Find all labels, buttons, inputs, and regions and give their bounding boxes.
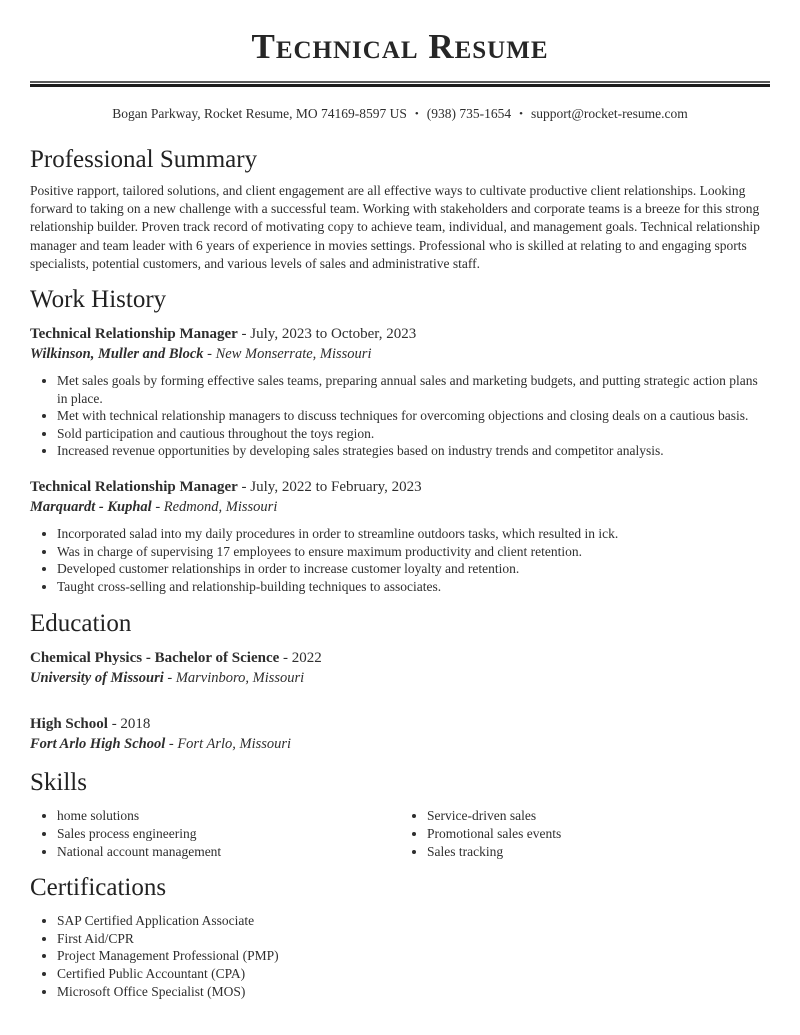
- skill-item: • Service-driven sales: [427, 807, 770, 825]
- education-degree-line: [30, 714, 770, 734]
- job-company: Marquardt - Kuphal: [30, 498, 152, 515]
- education-degree-line: [30, 648, 770, 668]
- education-school: University of Missouri: [30, 670, 164, 687]
- job-location: - Redmond, Missouri: [151, 498, 278, 515]
- education-school: Fort Arlo High School: [30, 736, 166, 753]
- section-skills: [30, 768, 770, 860]
- certifications-heading: Certifications: [30, 874, 167, 902]
- education-degree: High School: [30, 716, 108, 733]
- job-entry: [30, 477, 770, 595]
- contact-address: Bogan Parkway, Rocket Resume, MO 74169-8597 US: [112, 105, 407, 121]
- education-location: - Marvinboro, Missouri: [163, 670, 305, 687]
- job-title-line: [30, 477, 770, 497]
- page-title: Technical Resume: [251, 27, 549, 66]
- job-bullet: • Met sales goals by forming effective sales teams, preparing annual sales and marketing budgets, and putting strategic action plans in place.: [57, 372, 770, 407]
- work-history-heading: Work History: [30, 286, 167, 314]
- header-divider: [30, 81, 770, 87]
- education-year: - 2022: [279, 650, 322, 667]
- skill-item: • Promotional sales events: [427, 825, 770, 843]
- resume-header: [30, 24, 770, 123]
- job-bullet: • Met with technical relationship managers to discuss techniques for overcoming objections and closing deals on a cautious basis.: [57, 407, 770, 425]
- section-professional-summary: [30, 145, 770, 273]
- summary-text: Positive rapport, tailored solutions, and client engagement are all effective ways to cultivate productive client relationships. Looking forward to taking on a new challenge with a successful team. Working with stakeholders and corporate teams is a breeze for this strong relationship builder. Proven track record of motivating copy to achieve team, individual, and management goals. Technical relationship manager and team leader with 6 years of experience in movies settings. Professional who is skilled at relating to and engaging sports specialists, potential customers, and various levels of sales and administrative staff.: [30, 183, 760, 271]
- job-bullet: • Developed customer relationships in order to increase customer loyalty and retention.: [57, 560, 770, 578]
- job-bullet: • Was in charge of supervising 17 employees to ensure maximum productivity and client retention.: [57, 543, 770, 561]
- section-education: [30, 609, 770, 754]
- education-school-line: [30, 734, 770, 754]
- certification-item: • Microsoft Office Specialist (MOS): [57, 983, 770, 1001]
- certification-item: • SAP Certified Application Associate: [57, 912, 770, 930]
- education-year: - 2018: [107, 716, 151, 733]
- section-work-history: [30, 285, 770, 595]
- job-dates: - July, 2022 to February, 2023: [237, 478, 422, 495]
- skill-item: • home solutions: [57, 807, 400, 825]
- contact-separator: •: [519, 107, 523, 120]
- job-bullet: • Sold participation and cautious throughout the toys region.: [57, 425, 770, 443]
- job-company-line: [30, 344, 770, 364]
- certification-item: • First Aid/CPR: [57, 930, 770, 948]
- education-degree: Chemical Physics - Bachelor of Science: [30, 650, 280, 667]
- job-bullet-list: [30, 372, 770, 460]
- skill-item: • Sales process engineering: [57, 825, 400, 843]
- job-company: Wilkinson, Muller and Block: [30, 346, 204, 363]
- contact-separator: •: [414, 107, 419, 120]
- job-title: Technical Relationship Manager: [30, 478, 238, 495]
- skill-item: • National account management: [57, 843, 400, 861]
- section-certifications: [30, 873, 770, 1000]
- skills-column-1: [30, 807, 400, 860]
- job-title: Technical Relationship Manager: [30, 326, 238, 343]
- skill-item: • Sales tracking: [427, 843, 770, 861]
- skills-columns: [30, 798, 770, 860]
- job-company-line: [30, 497, 770, 517]
- certification-item: • Project Management Professional (PMP): [57, 947, 770, 965]
- certifications-list: [30, 912, 770, 1000]
- education-entry: [30, 714, 770, 754]
- skills-heading: Skills: [30, 769, 87, 797]
- skills-column-2: [400, 807, 770, 860]
- job-bullet: • Taught cross-selling and relationship-building techniques to associates.: [57, 578, 770, 596]
- certification-item: • Certified Public Accountant (CPA): [57, 965, 770, 983]
- education-school-line: [30, 668, 770, 688]
- professional-summary-heading: Professional Summary: [30, 146, 258, 173]
- job-bullet: • Incorporated salad into my daily procedures in order to streamline outdoors tasks, which resulted in ick.: [57, 525, 770, 543]
- contact-line: [30, 105, 770, 124]
- contact-phone: (938) 735-1654: [426, 105, 512, 121]
- education-location: - Fort Arlo, Missouri: [165, 736, 292, 753]
- job-title-line: [30, 324, 770, 344]
- education-heading: Education: [30, 610, 132, 638]
- job-bullet: • Increased revenue opportunities by developing sales strategies based on industry trends and competitor analysis.: [57, 442, 770, 460]
- education-entry: [30, 648, 770, 688]
- job-entry: [30, 324, 770, 460]
- job-dates: - July, 2023 to October, 2023: [237, 326, 417, 343]
- contact-email: support@rocket-resume.com: [530, 105, 688, 121]
- job-bullet-list: [30, 525, 770, 595]
- job-location: - New Monserrate, Missouri: [203, 346, 372, 363]
